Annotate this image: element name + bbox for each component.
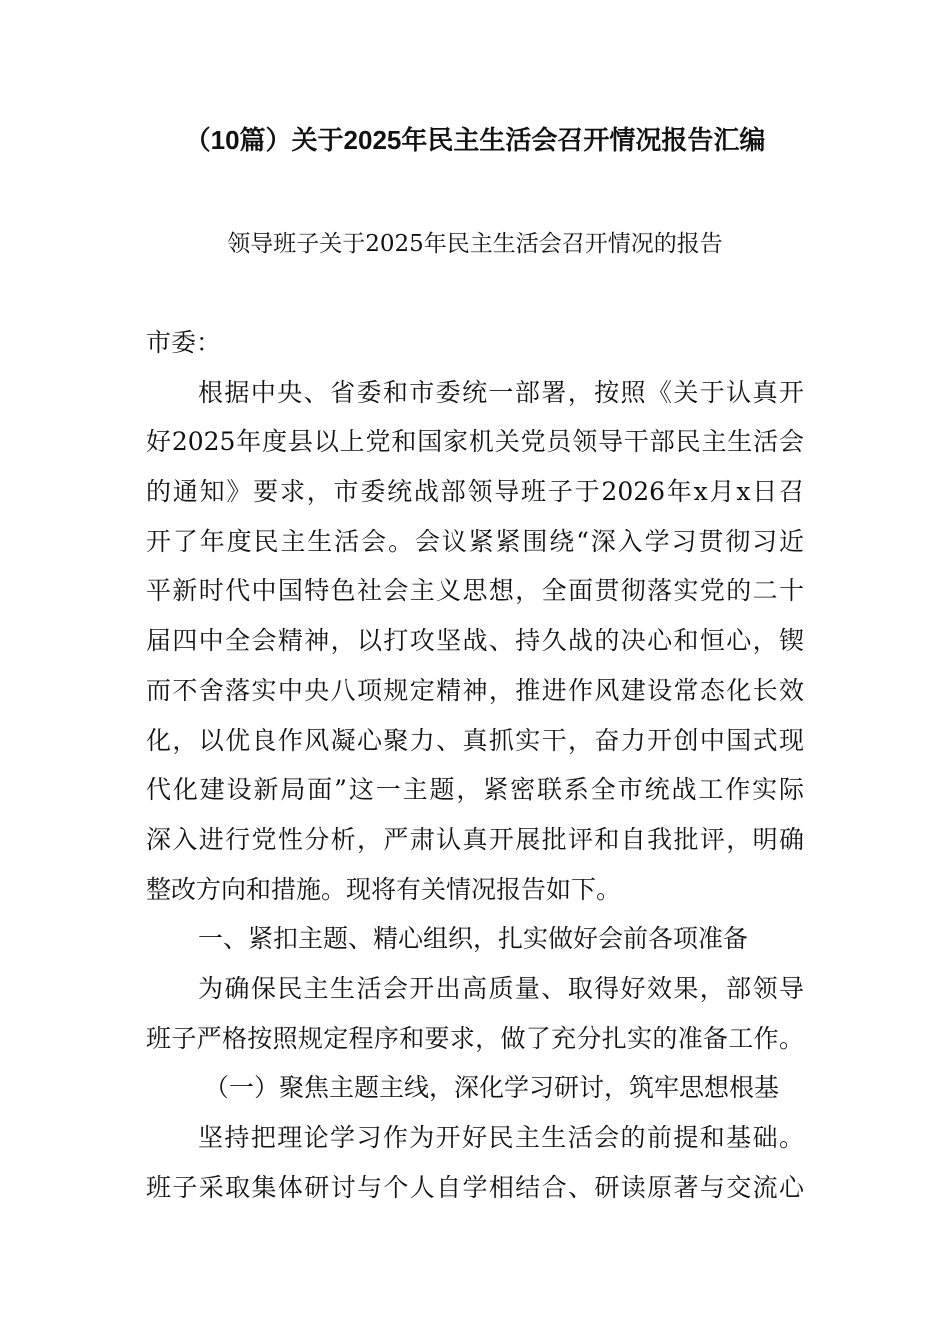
text-line: 一、紧扣主题、精心组织，扎实做好会前各项准备 [198, 924, 749, 954]
text-line: 班子严格按照规定程序和要求，做了充分扎实的准备工作。 [146, 1023, 804, 1053]
salutation: 市委： [146, 328, 222, 357]
text-line: 而不舍落实中央八项规定精神，推进作风建设常态化长效 [146, 675, 804, 705]
text-line: 好2025年度县以上党和国家机关党员领导干部民主生活会 [146, 427, 804, 457]
text-line: （一）聚焦主题主线，深化学习研讨，筑牢思想根基 [204, 1073, 780, 1103]
text-line: 代化建设新局面”这一主题，紧密联系全市统战工作实际 [146, 775, 804, 805]
paragraph-lines [146, 373, 804, 1218]
text-line: 根据中央、省委和市委统一部署，按照《关于认真开 [198, 377, 804, 407]
text-line: 的通知》要求，市委统战部领导班子于2026年x月x日召 [146, 477, 804, 507]
text-line: 化，以优良作风凝心聚力、真抓实干，奋力开创中国式现 [146, 725, 804, 755]
document-title: （10篇）关于2025年民主生活会召开情况报告汇编 [184, 125, 766, 155]
text-line: 班子采取集体研讨与个人自学相结合、研读原著与交流心 [146, 1172, 804, 1202]
text-line: 深入进行党性分析，严肃认真开展批评和自我批评，明确 [146, 824, 804, 854]
text-line: 坚持把理论学习作为开好民主生活会的前提和基础。 [198, 1123, 804, 1152]
text-line: 开了年度民主生活会。会议紧紧围绕“深入学习贯彻习近 [146, 526, 804, 556]
text-line: 为确保民主生活会开出高质量、取得好效果，部领导 [198, 973, 804, 1003]
document-subtitle: 领导班子关于2025年民主生活会召开情况的报告 [227, 231, 723, 257]
text-line: 平新时代中国特色社会主义思想，全面贯彻落实党的二十 [146, 576, 804, 606]
text-line: 整改方向和措施。现将有关情况报告如下。 [146, 874, 622, 904]
text-line: 届四中全会精神，以打攻坚战、持久战的决心和恒心，锲 [146, 626, 804, 656]
document-body [146, 323, 804, 1217]
